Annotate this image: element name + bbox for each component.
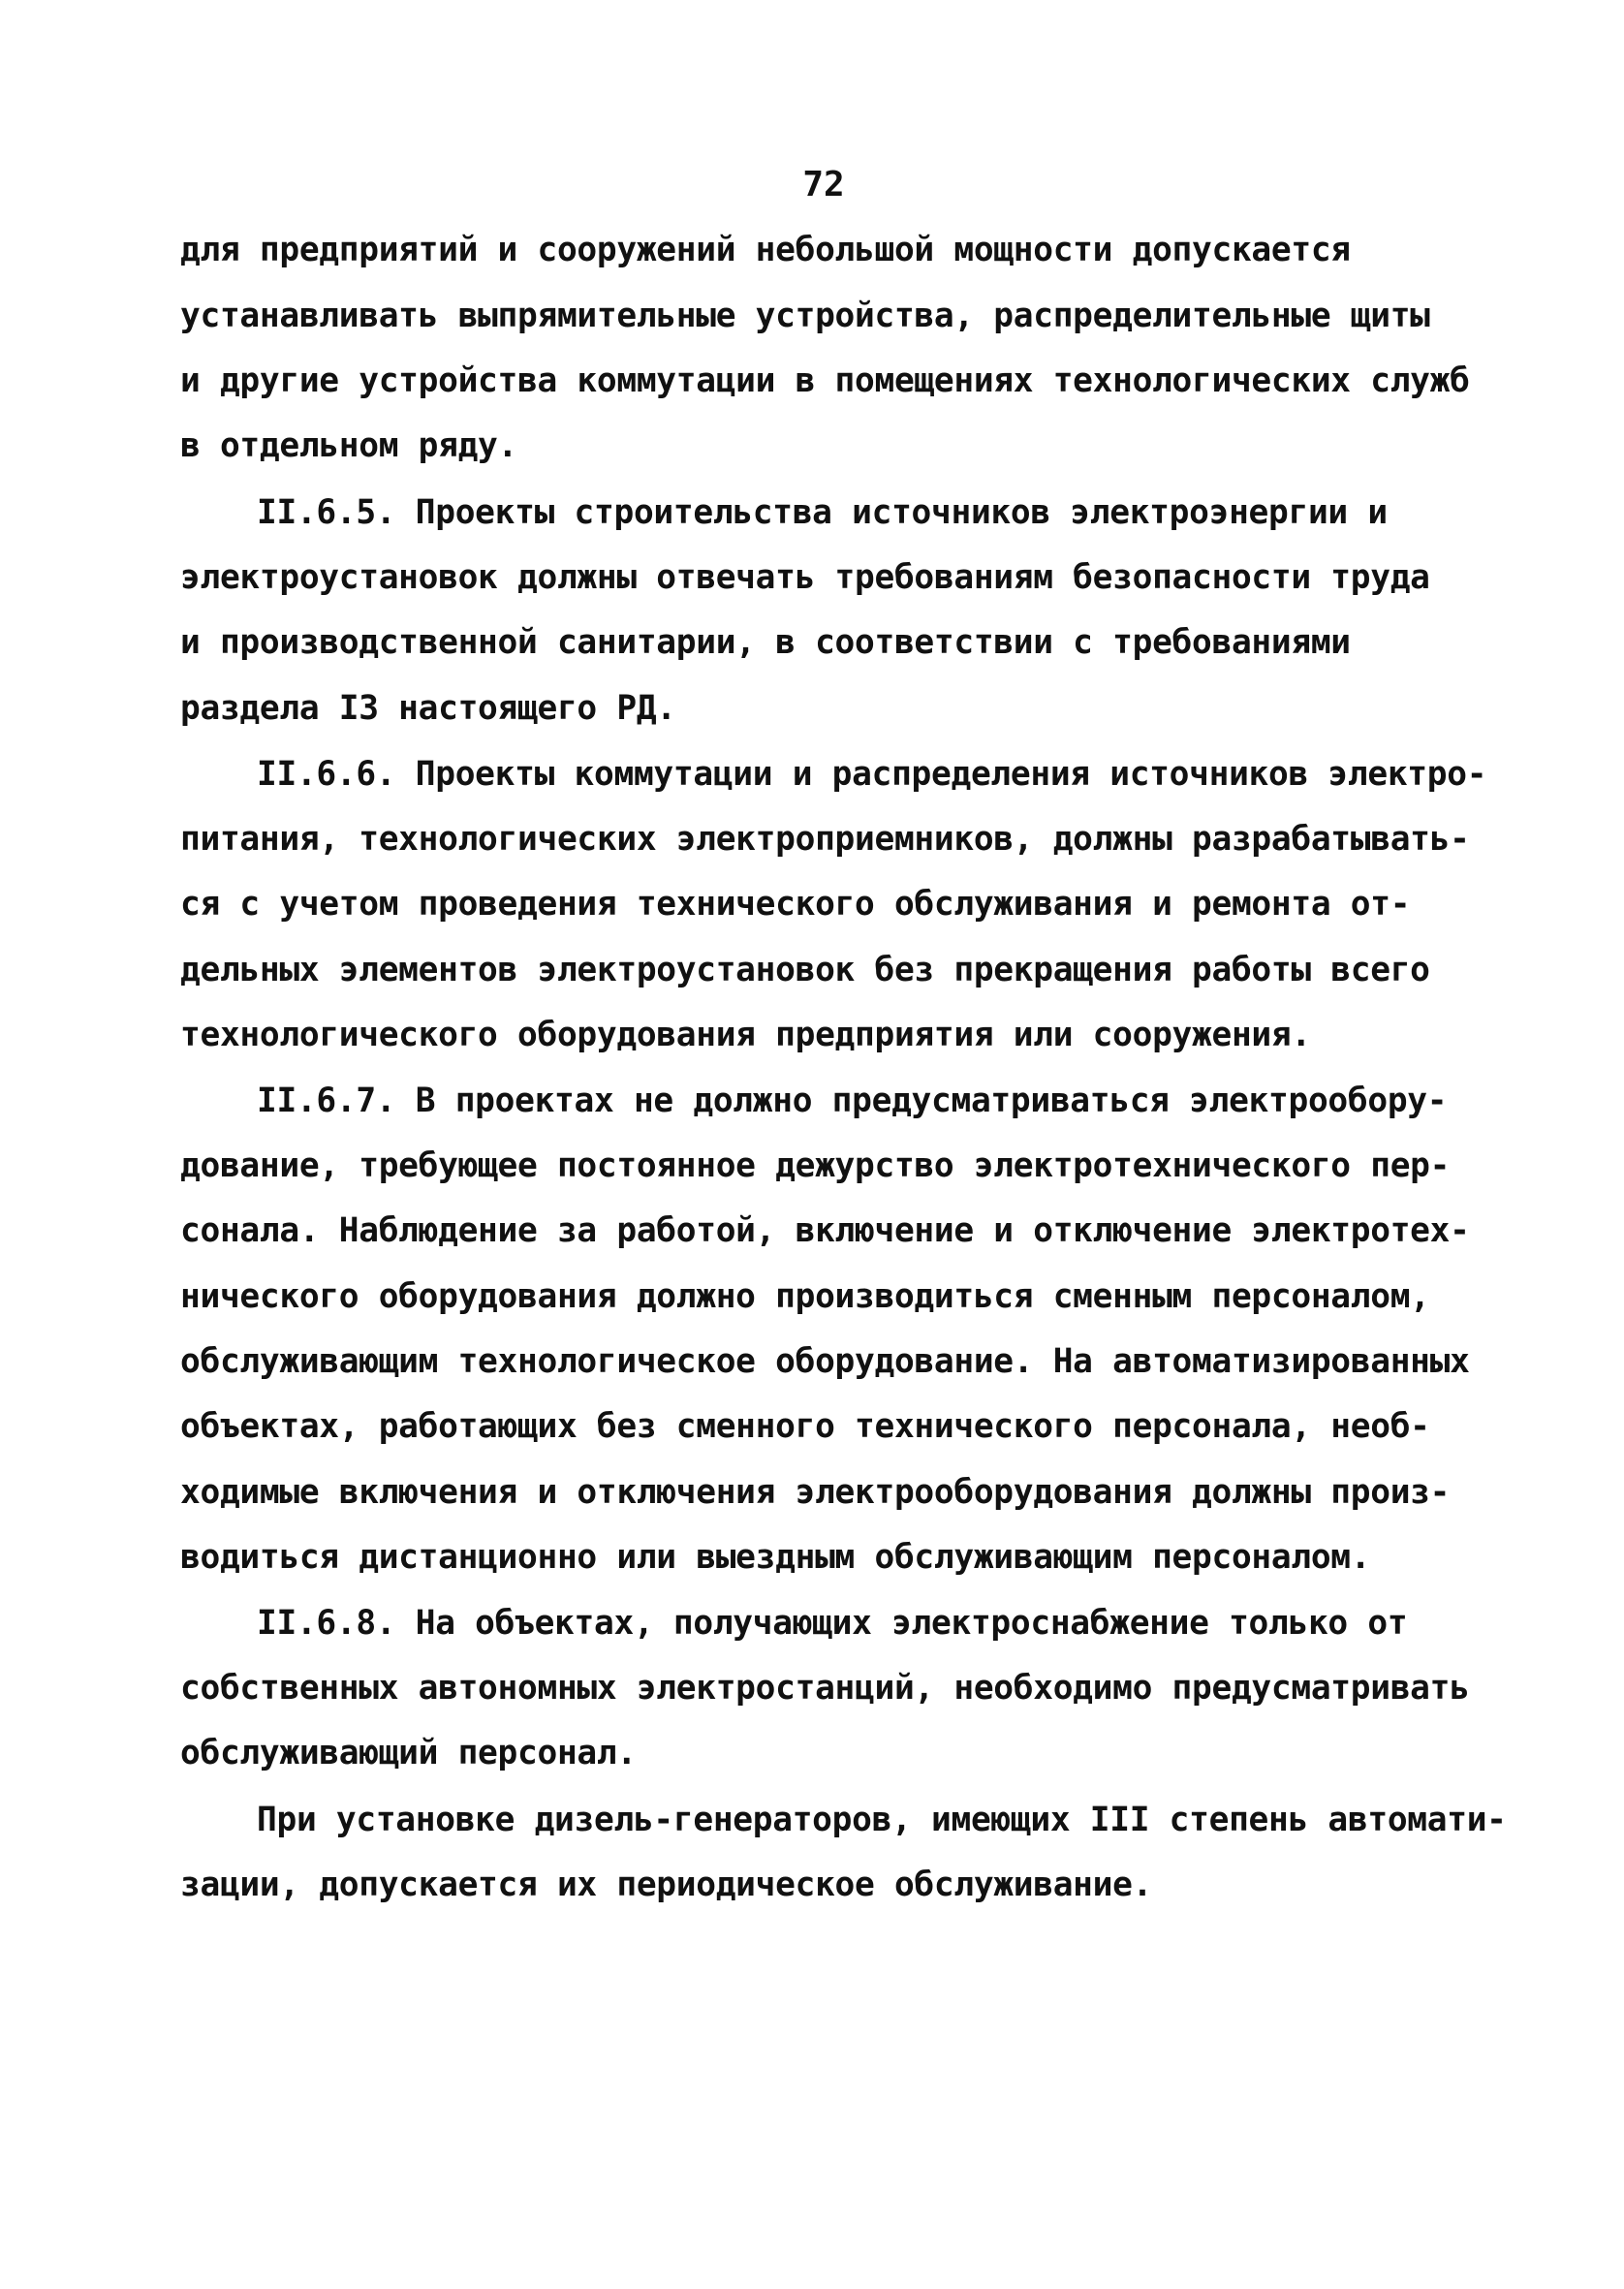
section-11-6-5-line: II.6.5. Проекты строительства источников электроэнергии и xyxy=(257,493,1388,532)
text-line: в отдельном ряду. xyxy=(180,426,518,465)
text-line: и производственной санитарии, в соответствии с требованиями xyxy=(180,623,1351,662)
text-line: сонала. Наблюдение за работой, включение и отключение электротех- xyxy=(180,1211,1470,1250)
text-line: дельных элементов электроустановок без прекращения работы всего xyxy=(180,951,1430,989)
page-number: 72 xyxy=(802,165,845,204)
text-line: объектах, работающих без сменного технического персонала, необ- xyxy=(180,1407,1430,1446)
text-line: собственных автономных электростанций, необходимо предусматривать xyxy=(180,1669,1470,1708)
text-line: ходимые включения и отключения электрооборудования должны произ- xyxy=(180,1473,1451,1512)
text-line: обслуживающим технологическое оборудование. На автоматизированных xyxy=(180,1342,1470,1381)
section-11-6-8-line: II.6.8. На объектах, получающих электроснабжение только от xyxy=(257,1604,1408,1643)
text-line: раздела I3 настоящего РД. xyxy=(180,689,676,728)
text-line: дование, требующее постоянное дежурство электротехнического пер- xyxy=(180,1146,1451,1185)
text-line: устанавливать выпрямительные устройства, распределительные щиты xyxy=(180,297,1430,335)
text-line: питания, технологических электроприемников, должны разрабатывать- xyxy=(180,820,1470,859)
text-line: зации, допускается их периодическое обслуживание. xyxy=(180,1866,1153,1904)
text-line: При установке дизель-генераторов, имеющих III степень автомати- xyxy=(257,1801,1507,1839)
text-line: и другие устройства коммутации в помещениях технологических служб xyxy=(180,361,1470,400)
section-11-6-6-line: II.6.6. Проекты коммутации и распределения источников электро- xyxy=(257,755,1487,794)
text-line: электроустановок должны отвечать требованиям безопасности труда xyxy=(180,558,1430,597)
text-line: для предприятий и сооружений небольшой мощности допускается xyxy=(180,231,1351,269)
section-11-6-7-line: II.6.7. В проектах не должно предусматриваться электрообору- xyxy=(257,1082,1448,1120)
text-line: нического оборудования должно производиться сменным персоналом, xyxy=(180,1277,1430,1316)
text-line: обслуживающий персонал. xyxy=(180,1734,637,1772)
text-line: технологического оборудования предприятия или сооружения. xyxy=(180,1016,1311,1054)
text-line: ся с учетом проведения технического обслуживания и ремонта от- xyxy=(180,885,1411,924)
text-line: водиться дистанционно или выездным обслуживающим персоналом. xyxy=(180,1538,1371,1577)
